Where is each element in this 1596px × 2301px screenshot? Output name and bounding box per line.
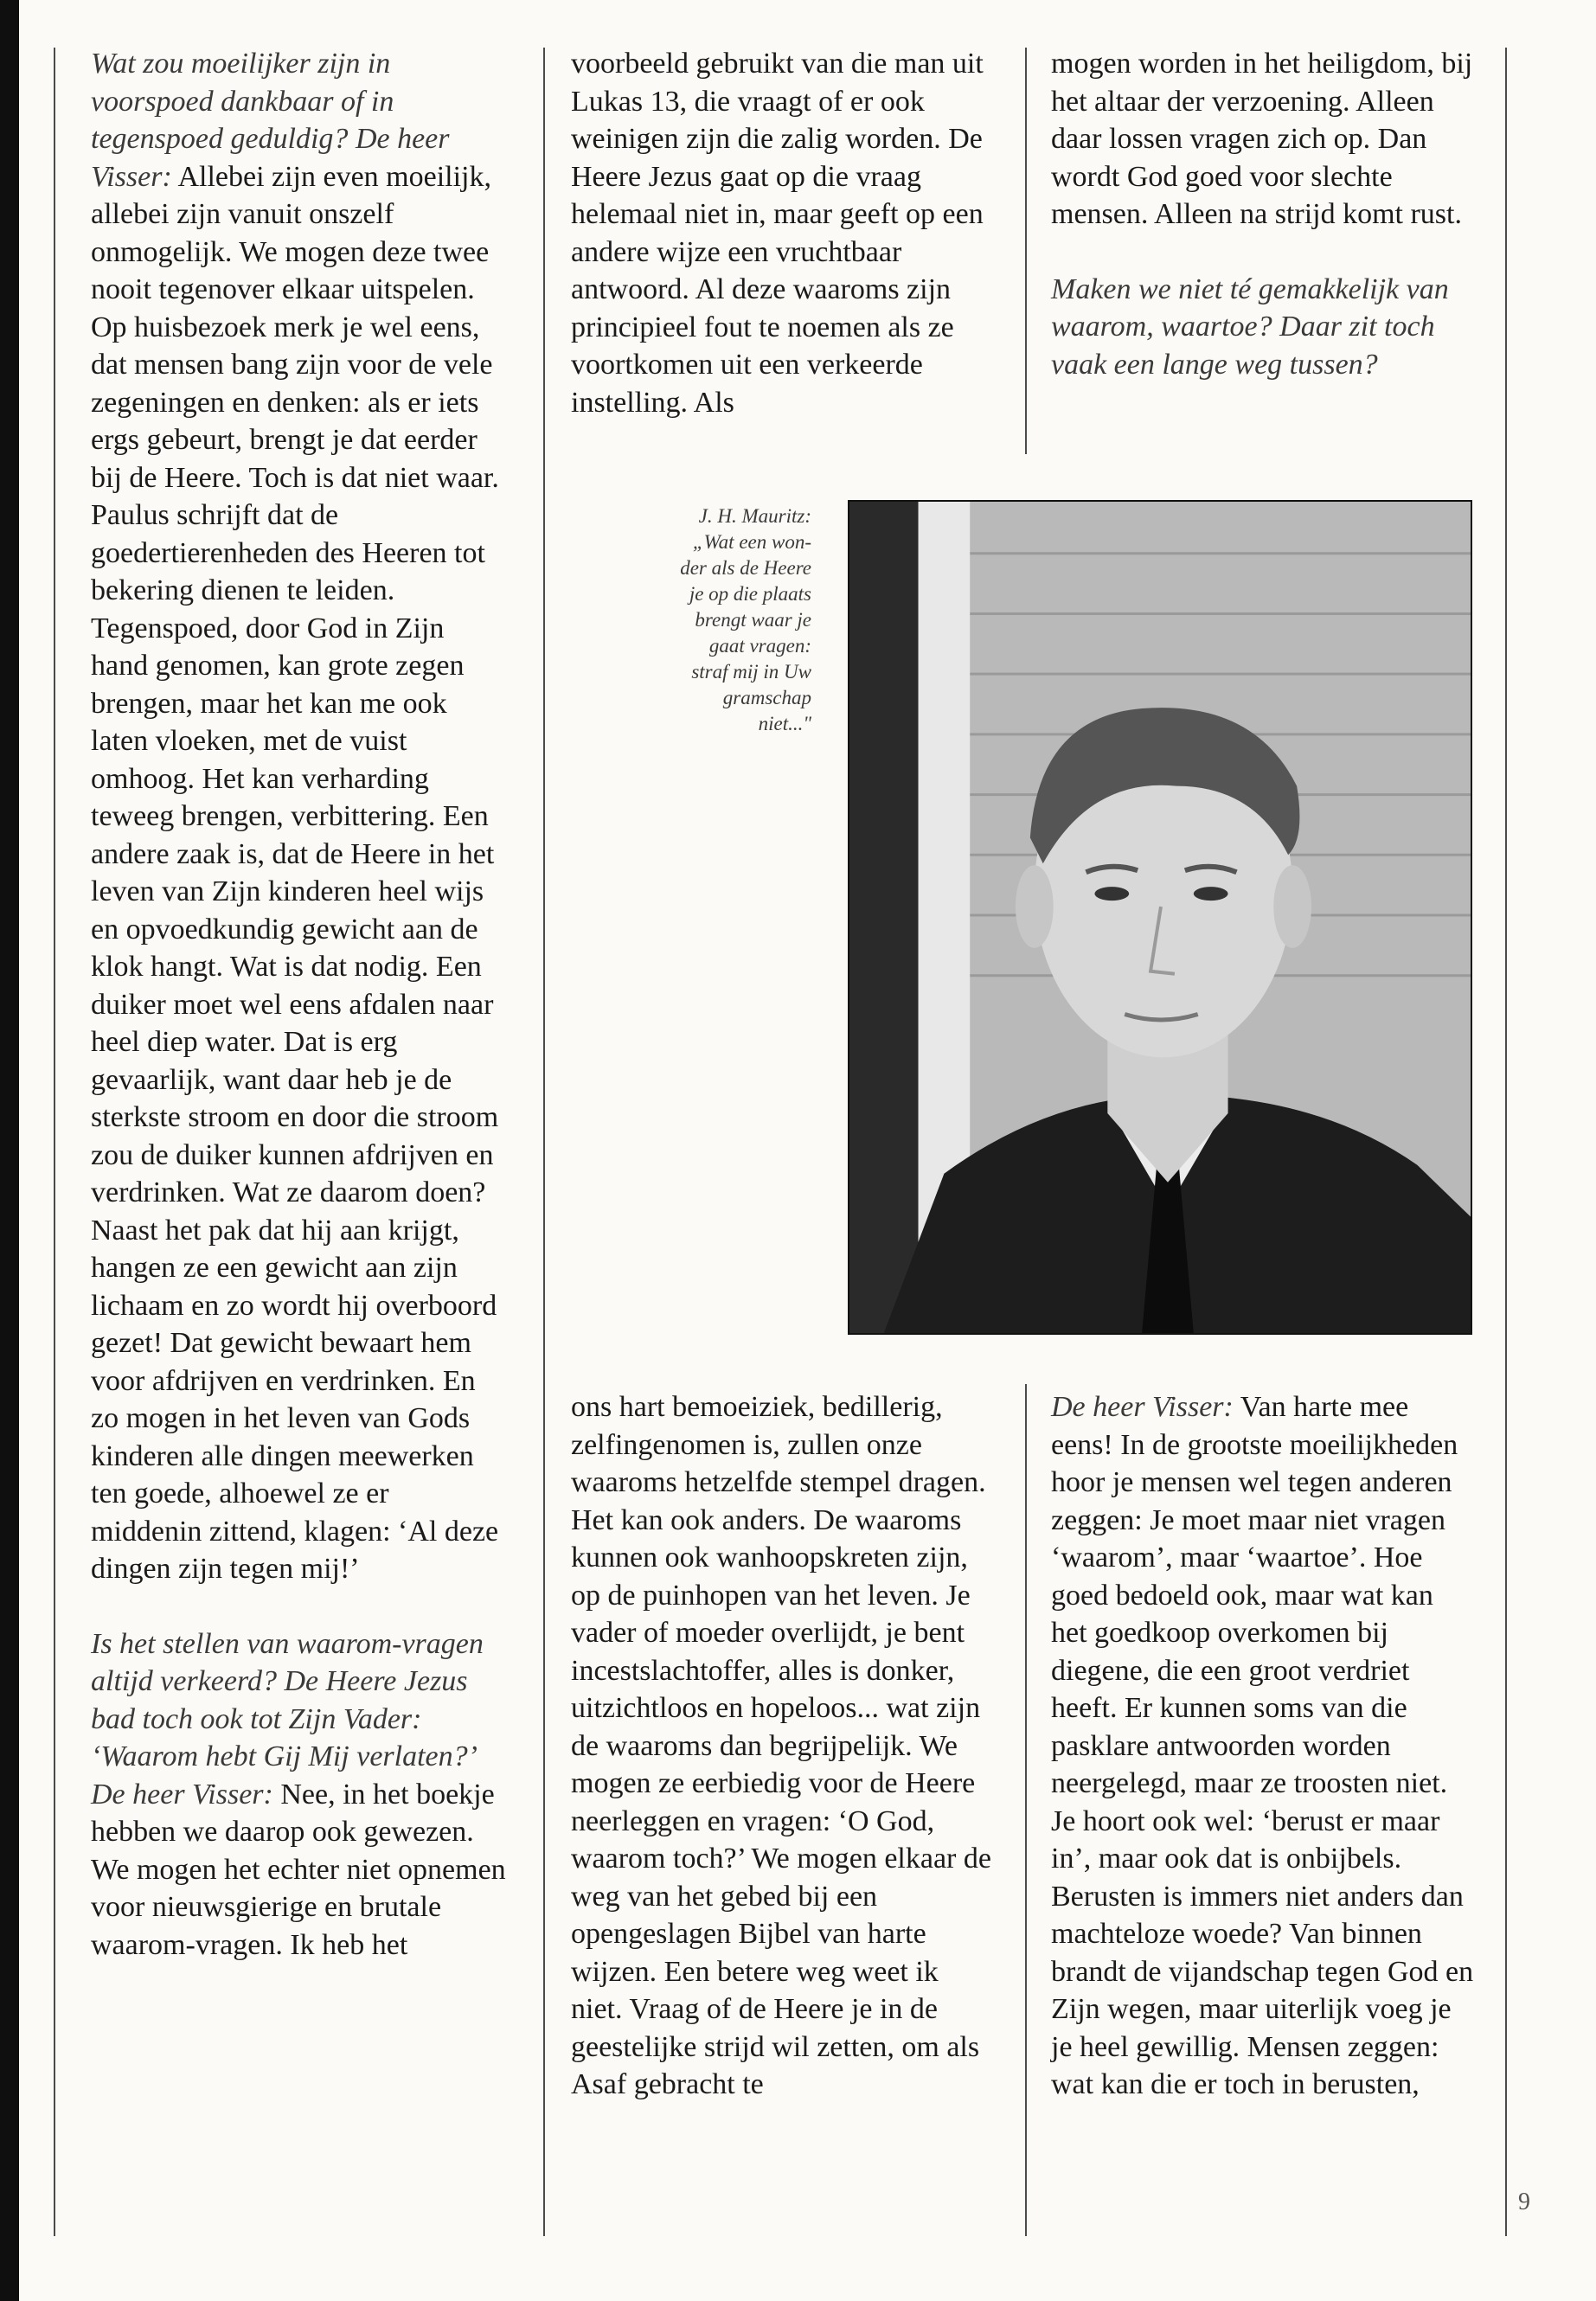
photo-caption (606, 503, 811, 737)
portrait-illustration (849, 502, 1471, 1333)
caption-line: der als de Heere (680, 557, 811, 579)
caption-line: niet..." (758, 713, 811, 734)
page-number: 9 (1518, 2189, 1530, 2215)
column-3-top (1051, 45, 1475, 383)
page-edge (0, 0, 19, 2301)
caption-line: „Wat een won- (692, 531, 811, 553)
question-3: Maken we niet té gemakkelijk van waarom, waartoe? Daar zit toch vaak een lange weg tussen? (1051, 272, 1449, 381)
speaker-label: De heer Visser: (1051, 1391, 1234, 1423)
column-rule-1 (54, 48, 55, 2236)
caption-line: J. H. Mauritz: (698, 505, 811, 527)
speaker-label: De heer Visser: (91, 123, 450, 193)
column-2-bottom (571, 1388, 993, 2104)
answer-text: Allebei zijn even moeilijk, allebei zijn vanuit onszelf onmogelijk. We mogen deze twee nooit tegenover elkaar uitspelen. Op huisbezoek merk je wel eens, dat mensen bang zijn voor de vele zegeningen en denken: als er iets ergs gebeurt, brengt je dat eerder bij de Heere. Toch is dat niet waar. Paulus schrijft dat de goedertierenheden des Heeren tot bekering dienen te leiden. Tegenspoed, door God in Zijn hand genomen, kan grote zegen brengen, maar het kan me ook laten vloeken, met de vuist omhoog. Het kan verharding teweeg brengen, verbittering. Een andere zaak is, dat de Heere in het leven van Zijn kinderen heel wijs en opvoedkundig gewicht aan de klok hangt. Wat is dat nodig. Een duiker moet wel eens afdalen naar heel diep water. Dat is erg gevaarlijk, want daar heb je de sterkste stroom en door die stroom zou de duiker kunnen afdrijven en verdrinken. Wat ze daarom doen? Naast het pak dat hij aan krijgt, hangen ze een gewicht aan zijn lichaam en zo wordt hij overboord gezet! Dat gewicht bewaart hem voor afdrijven en verdrinken. En zo mogen in het leven van Gods kinderen alle dingen meewerken ten goede, alhoewel ze er middenin zittend, klagen: ‘Al deze dingen zijn tegen mij!’ (91, 160, 499, 1585)
column-rule-2 (543, 48, 545, 2236)
caption-line: gramschap (722, 687, 811, 708)
column-3-bottom (1051, 1388, 1475, 2104)
caption-line: gaat vragen: (708, 635, 811, 657)
column-1 (91, 45, 506, 1964)
portrait-photo (848, 500, 1472, 1335)
body-text: ons hart bemoeiziek, bedillerig, zelfingenomen is, zullen onze waaroms hetzelfde stempel dragen. Het kan ook anders. De waaroms kunnen ook wanhoopskreten zijn, op de puinhopen van het leven. Je vader of moeder overlijdt, je bent incestslachtoffer, alles is donker, uitzichtloos en hopeloos... wat zijn de waaroms dan begrijpelijk. We mogen ze eerbiedig voor de Heere neerleggen en vragen: ‘O God, waarom toch?’ We mogen elkaar de weg van het gebed bij een opengeslagen Bijbel van harte wijzen. Een betere weg weet ik niet. Vraag of de Heere je in de geestelijke strijd wil zetten, om als Asaf gebracht te (571, 1391, 991, 2100)
column-rule-3b (1025, 1384, 1027, 2236)
answer-text: Van harte mee eens! In de grootste moeilijkheden hoor je mensen wel tegen anderen zeggen: Je moet maar niet vragen ‘waarom’, maar ‘waartoe’. Hoe goed bedoeld ook, maar wat kan het goedkoop overkomen bij diegene, die een groot verdriet heeft. Er kunnen soms van die pasklare antwoorden worden neergelegd, maar ze troosten niet. Je hoort ook wel: ‘berust er maar in’, maar ook dat is onbijbels. Berusten is immers niet anders dan machteloze woede? Van binnen brandt de vijandschap tegen God en Zijn wegen, maar uiterlijk voeg je je heel gewillig. Mensen zeggen: wat kan die er toch in berusten, (1051, 1391, 1474, 2100)
caption-line: brengt waar je (695, 609, 811, 631)
answer-text: Nee, in het boekje hebben we daarop ook gewezen. We mogen het echter niet opnemen voor nieuwsgierige en brutale waarom-vragen. Ik heb het (91, 1778, 506, 1961)
body-text: voorbeeld gebruikt van die man uit Lukas 13, die vraagt of er ook weinigen zijn die zalig worden. De Heere Jezus gaat op die vraag helemaal niet in, maar geeft op een andere wijze een vruchtbaar antwoord. Al deze waaroms zijn principieel fout te noemen als ze voortkomen uit een verkeerde instelling. Als (571, 48, 984, 419)
speaker-label: De heer Visser: (91, 1778, 273, 1811)
column-2-top (571, 45, 993, 421)
question-1: Wat zou moeilijker zijn in voorspoed dankbaar of in tegenspoed geduldig? (91, 48, 394, 155)
caption-line: je op die plaats (689, 583, 811, 605)
caption-line: straf mij in Uw (691, 661, 811, 683)
body-text: mogen worden in het heiligdom, bij het altaar der verzoening. Alleen daar lossen vragen zich op. Dan wordt God goed voor slechte mensen. Alleen na strijd komt rust. (1051, 48, 1473, 230)
question-2: Is het stellen van waarom-vragen altijd verkeerd? De Heere Jezus bad toch ook tot Zijn Vader: ‘Waarom hebt Gij Mij verlaten?’ (91, 1627, 484, 1772)
column-rule-3 (1025, 48, 1027, 454)
column-rule-4 (1505, 48, 1507, 2236)
